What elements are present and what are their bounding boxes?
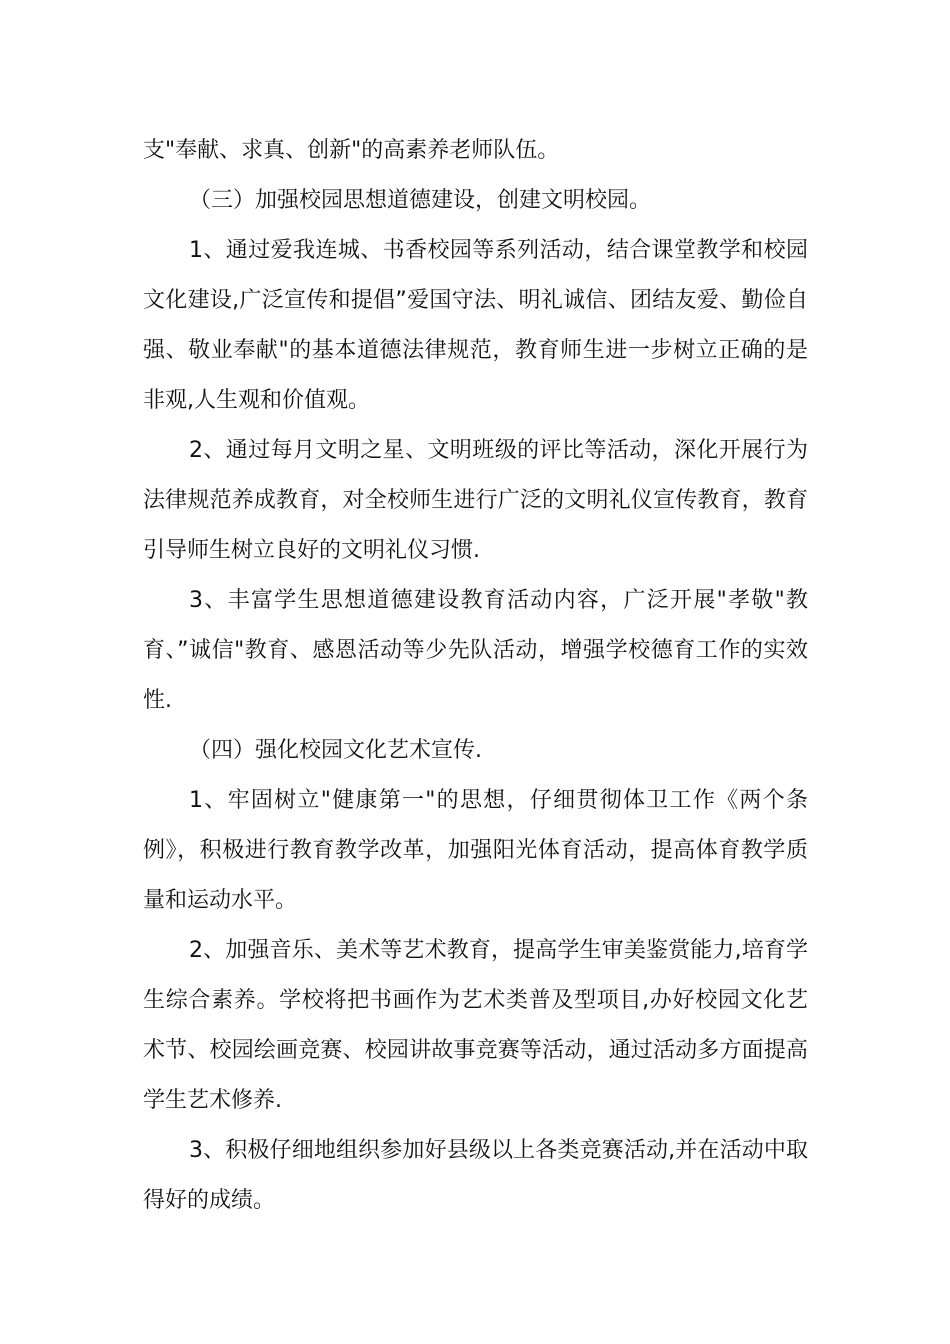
paragraph-3-1: 1、通过爱我连城、书香校园等系列活动，结合课堂教学和校园文化建设,广泛宣传和提倡”爱国守法、明礼诚信、团结友爱、勤俭自强、敬业奉献"的基本道德法律规范，教育师生进一步树立正确的是非观,人生观和价值观。	[143, 238, 808, 413]
section-heading-3: （三）加强校园思想道德建设，创建文明校园。	[189, 188, 652, 213]
section-heading-4: （四）强化校园文化艺术宣传.	[189, 738, 482, 763]
paragraph-3-2: 2、通过每月文明之星、文明班级的评比等活动，深化开展行为法律规范养成教育，对全校师生进行广泛的文明礼仪宣传教育，教育引导师生树立良好的文明礼仪习惯.	[143, 438, 808, 563]
paragraph-3-3: 3、丰富学生思想道德建设教育活动内容，广泛开展"孝敬"教育、”诚信"教育、感恩活动等少先队活动，增强学校德育工作的实效性.	[143, 588, 808, 713]
paragraph-4-3: 3、积极仔细地组织参加好县级以上各类竞赛活动,并在活动中取得好的成绩。	[143, 1138, 808, 1213]
paragraph-4-1: 1、牢固树立"健康第一"的思想，仔细贯彻体卫工作《两个条例》，积极进行教育教学改革，加强阳光体育活动，提高体育教学质量和运动水平。	[143, 788, 808, 913]
document-body	[143, 126, 808, 1226]
paragraph-continuation: 支"奉献、求真、创新"的高素养老师队伍。	[143, 138, 560, 163]
paragraph-4-2: 2、加强音乐、美术等艺术教育，提高学生审美鉴赏能力,培育学生综合素养。学校将把书画作为艺术类普及型项目,办好校园文化艺术节、校园绘画竞赛、校园讲故事竞赛等活动，通过活动多方面提高学生艺术修养.	[143, 938, 808, 1113]
